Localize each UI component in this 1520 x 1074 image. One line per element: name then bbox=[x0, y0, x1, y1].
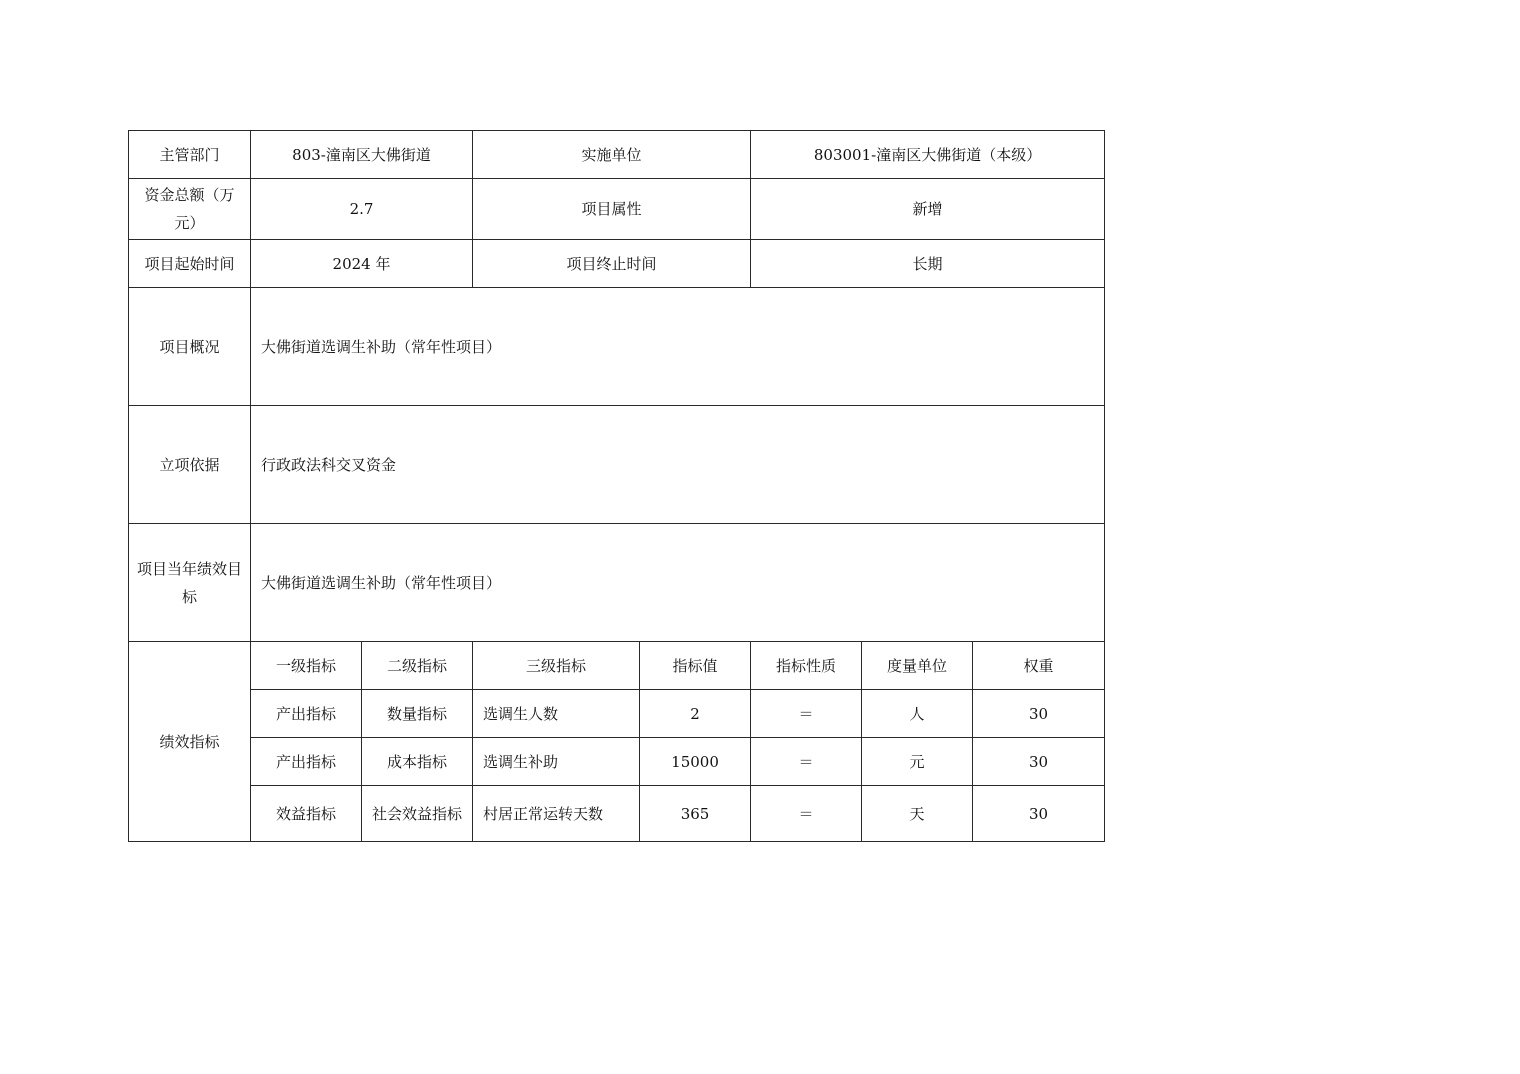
header-cell: 二级指标 bbox=[362, 642, 473, 690]
indicator-row bbox=[129, 786, 1105, 842]
unit-cell: 人 bbox=[862, 690, 973, 738]
header-cell: 一级指标 bbox=[251, 642, 362, 690]
overview-label: 项目概况 bbox=[129, 288, 251, 406]
level3-cell: 村居正常运转天数 bbox=[473, 786, 640, 842]
level2-cell: 成本指标 bbox=[362, 738, 473, 786]
level2-cell: 数量指标 bbox=[362, 690, 473, 738]
project-performance-table bbox=[128, 130, 1105, 842]
level1-cell: 产出指标 bbox=[251, 690, 362, 738]
dept-label: 主管部门 bbox=[129, 131, 251, 179]
attr-label: 项目属性 bbox=[473, 179, 751, 240]
weight-cell: 30 bbox=[973, 786, 1105, 842]
unit-cell: 元 bbox=[862, 738, 973, 786]
nature-cell: ＝ bbox=[751, 690, 862, 738]
goal-value: 大佛街道选调生补助（常年性项目） bbox=[251, 524, 1105, 642]
header-cell: 权重 bbox=[973, 642, 1105, 690]
level1-cell: 效益指标 bbox=[251, 786, 362, 842]
unit-label: 实施单位 bbox=[473, 131, 751, 179]
nature-cell: ＝ bbox=[751, 786, 862, 842]
indicators-label: 绩效指标 bbox=[129, 642, 251, 842]
level3-cell: 选调生人数 bbox=[473, 690, 640, 738]
basis-label: 立项依据 bbox=[129, 406, 251, 524]
level3-cell: 选调生补助 bbox=[473, 738, 640, 786]
fund-value: 2.7 bbox=[251, 179, 473, 240]
header-cell: 度量单位 bbox=[862, 642, 973, 690]
table-row bbox=[129, 406, 1105, 524]
unit-value: 803001-潼南区大佛街道（本级） bbox=[751, 131, 1105, 179]
attr-value: 新增 bbox=[751, 179, 1105, 240]
table-row bbox=[129, 288, 1105, 406]
start-value: 2024 年 bbox=[251, 240, 473, 288]
header-cell: 指标性质 bbox=[751, 642, 862, 690]
table-row bbox=[129, 524, 1105, 642]
fund-label: 资金总额（万元） bbox=[129, 179, 251, 240]
overview-value: 大佛街道选调生补助（常年性项目） bbox=[251, 288, 1105, 406]
indicator-row bbox=[129, 690, 1105, 738]
level2-cell: 社会效益指标 bbox=[362, 786, 473, 842]
value-cell: 365 bbox=[640, 786, 751, 842]
value-cell: 2 bbox=[640, 690, 751, 738]
table-row bbox=[129, 179, 1105, 240]
end-value: 长期 bbox=[751, 240, 1105, 288]
nature-cell: ＝ bbox=[751, 738, 862, 786]
table-row bbox=[129, 131, 1105, 179]
value-cell: 15000 bbox=[640, 738, 751, 786]
start-label: 项目起始时间 bbox=[129, 240, 251, 288]
header-cell: 三级指标 bbox=[473, 642, 640, 690]
unit-cell: 天 bbox=[862, 786, 973, 842]
goal-label: 项目当年绩效目标 bbox=[129, 524, 251, 642]
end-label: 项目终止时间 bbox=[473, 240, 751, 288]
weight-cell: 30 bbox=[973, 738, 1105, 786]
header-cell: 指标值 bbox=[640, 642, 751, 690]
level1-cell: 产出指标 bbox=[251, 738, 362, 786]
indicator-row bbox=[129, 738, 1105, 786]
indicator-header-row bbox=[129, 642, 1105, 690]
weight-cell: 30 bbox=[973, 690, 1105, 738]
basis-value: 行政政法科交叉资金 bbox=[251, 406, 1105, 524]
table-row bbox=[129, 240, 1105, 288]
dept-value: 803-潼南区大佛街道 bbox=[251, 131, 473, 179]
